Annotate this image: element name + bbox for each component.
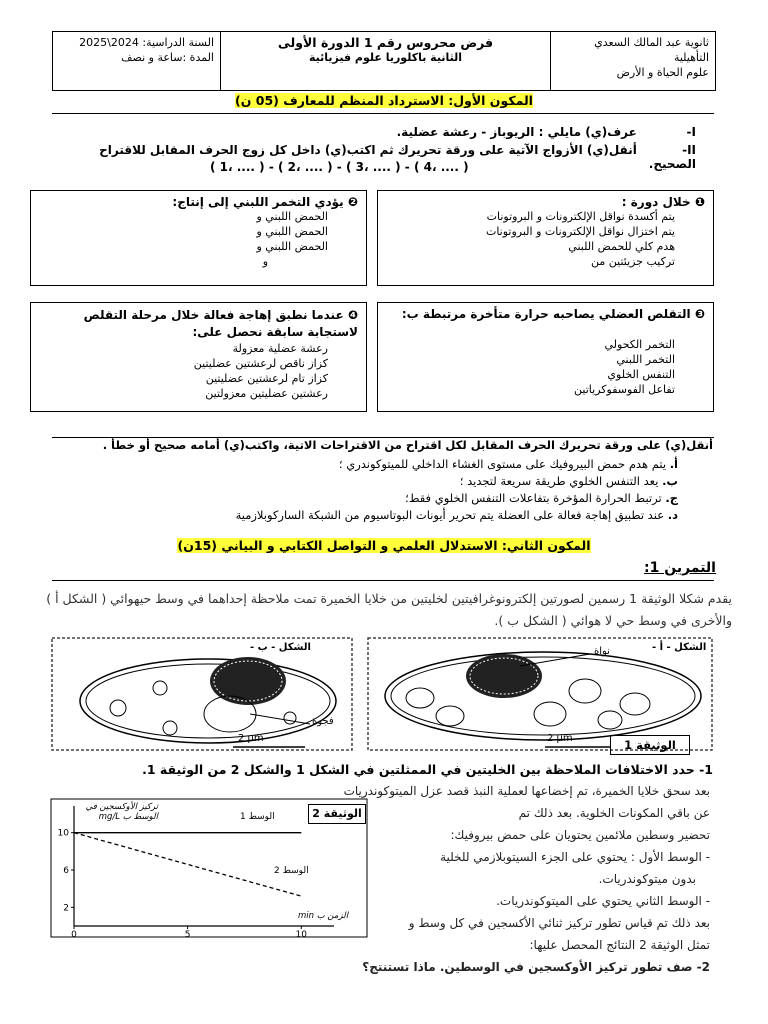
medium-2: - الوسط الثاني يحتوي على الميتوكوندريات.	[496, 894, 710, 908]
qcm-4-option: كزاز ناقص لرعشتين عضليتين	[193, 357, 328, 370]
mito-a	[598, 711, 622, 729]
mito-a	[534, 702, 566, 726]
nucleus-label: نواة	[594, 646, 610, 657]
qcm-2-title: ❷ يؤدي التخمر اللبني إلى إنتاج:	[172, 195, 358, 209]
tf-item	[78, 507, 678, 524]
tf-letter: ج.	[665, 491, 678, 505]
qcm-4-option: رعشتين عضليتين معزولتين	[205, 387, 328, 400]
question-3	[63, 438, 713, 452]
qcm-3-option: التنفس الخلوي	[607, 368, 675, 381]
experiment-text	[325, 780, 710, 978]
divider	[52, 580, 714, 581]
part1-title-wrap	[0, 93, 768, 108]
x-tick-label: 10	[295, 930, 307, 938]
q3-text: أنقل(ي) على ورقة تحريرك الحرف المقابل لكل اقتراح من الاقتراحات الاتية، واكتب(ي) أمامه صحيح أو خطأ .	[102, 438, 713, 452]
tf-letter: ب.	[662, 474, 678, 488]
medium-1: - الوسط الأول : يحتوي على الجزء السيتوبلازمي للخلية	[440, 850, 710, 864]
qcm-4-title: ❹ عندما نطبق إهاجة فعالة خلال مرحلة التقلص لاستجابة سابقة نحصل على:	[83, 308, 358, 339]
qcm-1-title: ❶ خلال دورة :	[621, 195, 705, 209]
tf-item	[78, 490, 678, 507]
qcm-2-option: الحمض اللبني و	[256, 210, 328, 223]
series-label-2: الوسط 2	[274, 866, 309, 876]
mito-b	[153, 681, 167, 695]
tf-text: عند تطبيق إهاجة فعالة على العضلة يتم تحرير أيونات البوتاسيوم من الشبكة الساركوبلازمية	[235, 508, 665, 522]
figure-b-label: الشكل - ب -	[250, 642, 311, 653]
part2-title-wrap	[0, 538, 768, 553]
tf-list	[78, 456, 678, 524]
figure-b-frame	[52, 638, 352, 750]
scale-label-a: 2 μm	[547, 733, 573, 744]
qcm-box-2	[30, 190, 367, 286]
qcm-2-option: الحمض اللبني و	[256, 240, 328, 253]
mito-b	[163, 721, 177, 735]
qcm-1-option: تركيب جزيئتين من	[590, 255, 675, 268]
tf-text: يتم هدم حمض البيروفيك على مستوى الغشاء الداخلي للميتوكوندري ؛	[338, 457, 667, 471]
y-tick-label: 2	[63, 903, 69, 914]
subject-name: علوم الحياة و الأرض	[616, 66, 709, 79]
y-tick-label: 10	[57, 828, 69, 839]
scale-label-b: 2 μm	[238, 733, 264, 744]
qcm-2-option: الحمض اللبني و	[256, 225, 328, 238]
mito-a	[436, 706, 464, 726]
qcm-3-option: التخمر اللبني	[616, 353, 675, 366]
qcm-3-option: التخمر الكحولي	[604, 338, 675, 351]
title-cell	[220, 32, 550, 90]
qcm-1-option: يتم أكسدة نواقل الإلكترونات و البروتونات	[486, 210, 675, 223]
qcm-box-1	[377, 190, 714, 286]
chart-ylabel: تركيز الأوكسجين في الوسط ب mg/L	[85, 802, 158, 822]
mito-b	[284, 712, 296, 724]
y-tick-label: 6	[63, 866, 69, 876]
medium-1-cont: بدون ميتوكوندريات.	[598, 872, 696, 886]
document-1-label: الوثيقة 1	[610, 735, 690, 755]
question-1	[76, 125, 696, 139]
after-text-2: تمثل الوثيقة 2 النتائج المحصل عليها:	[529, 938, 710, 952]
chart-marks	[74, 833, 301, 896]
mito-b	[110, 700, 126, 716]
tf-letter: أ.	[669, 457, 678, 471]
mito-a	[406, 688, 434, 708]
chart-xlabel: الزمن ب min	[298, 911, 349, 921]
school-year: السنة الدراسية: 2024\2025	[79, 36, 214, 49]
duration: المدة :ساعة و نصف	[121, 51, 214, 64]
qcm-4-option: رعشة عضلية معزولة	[232, 342, 328, 355]
cell-b	[80, 659, 336, 743]
exam-header	[52, 31, 716, 91]
series-label-1: الوسط 1	[240, 812, 275, 822]
qcm-1-option: يتم اختزال نواقل الإلكترونات و البروتونات	[485, 225, 675, 238]
vacuole-pointer	[250, 714, 310, 724]
after-text-1: بعد ذلك تم قياس تطور تركيز ثنائي الأكسجين في كل وسط و	[408, 916, 710, 930]
cell-a-wall	[391, 657, 695, 735]
tf-letter: د.	[667, 508, 678, 522]
part1-title: المكون الأول: الاسترداد المنظم للمعارف (05 ن)	[235, 93, 533, 108]
q2-number: II-	[682, 143, 696, 157]
nucleus-b	[210, 657, 286, 705]
tf-item	[78, 473, 678, 490]
vacuole-label: فجوة	[312, 716, 334, 727]
document-2-label: الوثيقة 2	[308, 804, 366, 824]
qcm-2-option: و	[262, 255, 268, 268]
tf-item	[78, 456, 678, 473]
exam-title: فرض محروس رقم 1 الدورة الأولى	[277, 35, 494, 50]
experiment-para: تحضير وسطين ملائمين يحتويان على حمض بيروفيك:	[450, 828, 710, 842]
level: الثانية باكلوريا علوم فيزيائية	[309, 51, 462, 64]
qcm-box-3	[377, 302, 714, 412]
qcm-box-4	[30, 302, 367, 412]
nucleus-pointer	[520, 654, 590, 666]
q1-text: عرف(ي) مايلي : الريوباز - رعشة عضلية.	[396, 125, 637, 139]
mito-a	[569, 679, 601, 703]
tf-text: يعد التنفس الخلوي طريقة سريعة لتجديد ؛	[459, 474, 659, 488]
x-tick-label: 0	[71, 930, 77, 938]
qcm-1-option: هدم كلي للحمض اللبني	[568, 240, 675, 253]
qcm-3-option: تفاعل الفوسفوكرياتين	[574, 383, 675, 396]
qcm-3-title: ❸ التقلص العضلي يصاحبه حرارة متأخرة مرتبطة ب:	[401, 307, 705, 321]
figure-a-label: الشكل - أ -	[652, 642, 707, 653]
figure-a-frame	[368, 638, 712, 750]
tf-text: ترتبط الحرارة المؤخرة بتفاعلات التنفس الخلوي فقط؛	[405, 491, 662, 505]
pairs: ( 1، .... ) - ( 2، .... ) - ( 3، .... ) - ( 4، .... )	[210, 160, 469, 174]
exercise-intro: يقدم شكلا الوثيقة 1 رسمين لصورتين إلكترونوغرافيتين لخليتين من خلايا الخميرة تمت ملاحظة إحداهما في وسط حيهوائي ( الشكل أ ) والأخرى في وسط حي لا هوائي ( الشكل ب ).	[46, 591, 732, 628]
exercise-title: التمرين 1:	[644, 560, 716, 576]
divider	[52, 113, 714, 114]
exercise-q1: 1- حدد الاختلافات الملاحظة بين الخليتين في الممثلتين في الشكل 1 والشكل 2 من الوثيقة 1.	[142, 762, 713, 777]
exercise-q2: 2- صف تطور تركيز الأوكسجين في الوسطين. ماذا تستنتج؟	[362, 960, 710, 974]
nucleus-a	[466, 654, 542, 698]
qcm-4-option: كزاز تام لرعشتين عضليتين	[205, 372, 328, 385]
school-name: ثانوية عبد المالك السعدي التأهيلية	[594, 36, 709, 64]
experiment-para: بعد سحق خلايا الخميرة، تم إخضاعها لعملية النبذ قصد عزل الميتوكوندريات عن باقي المكونات الخلوية. بعد ذلك تم	[343, 784, 710, 820]
q2-text: أنقل(ي) الأزواج الآتية على ورقة تحريرك ثم اكتب(ي) داخل كل زوج الحرف المقابل للاقتراح الصحيح.	[99, 143, 696, 171]
school-cell	[550, 32, 715, 90]
series-line-2	[74, 833, 301, 896]
mito-a	[620, 693, 650, 715]
year-cell	[53, 32, 220, 90]
q1-number: I-	[686, 125, 696, 139]
x-tick-label: 5	[184, 930, 191, 938]
part2-title: المكون الثاني: الاستدلال العلمي و التواصل الكتابي و البياني (15ن)	[177, 538, 591, 553]
cell-a	[385, 652, 701, 740]
